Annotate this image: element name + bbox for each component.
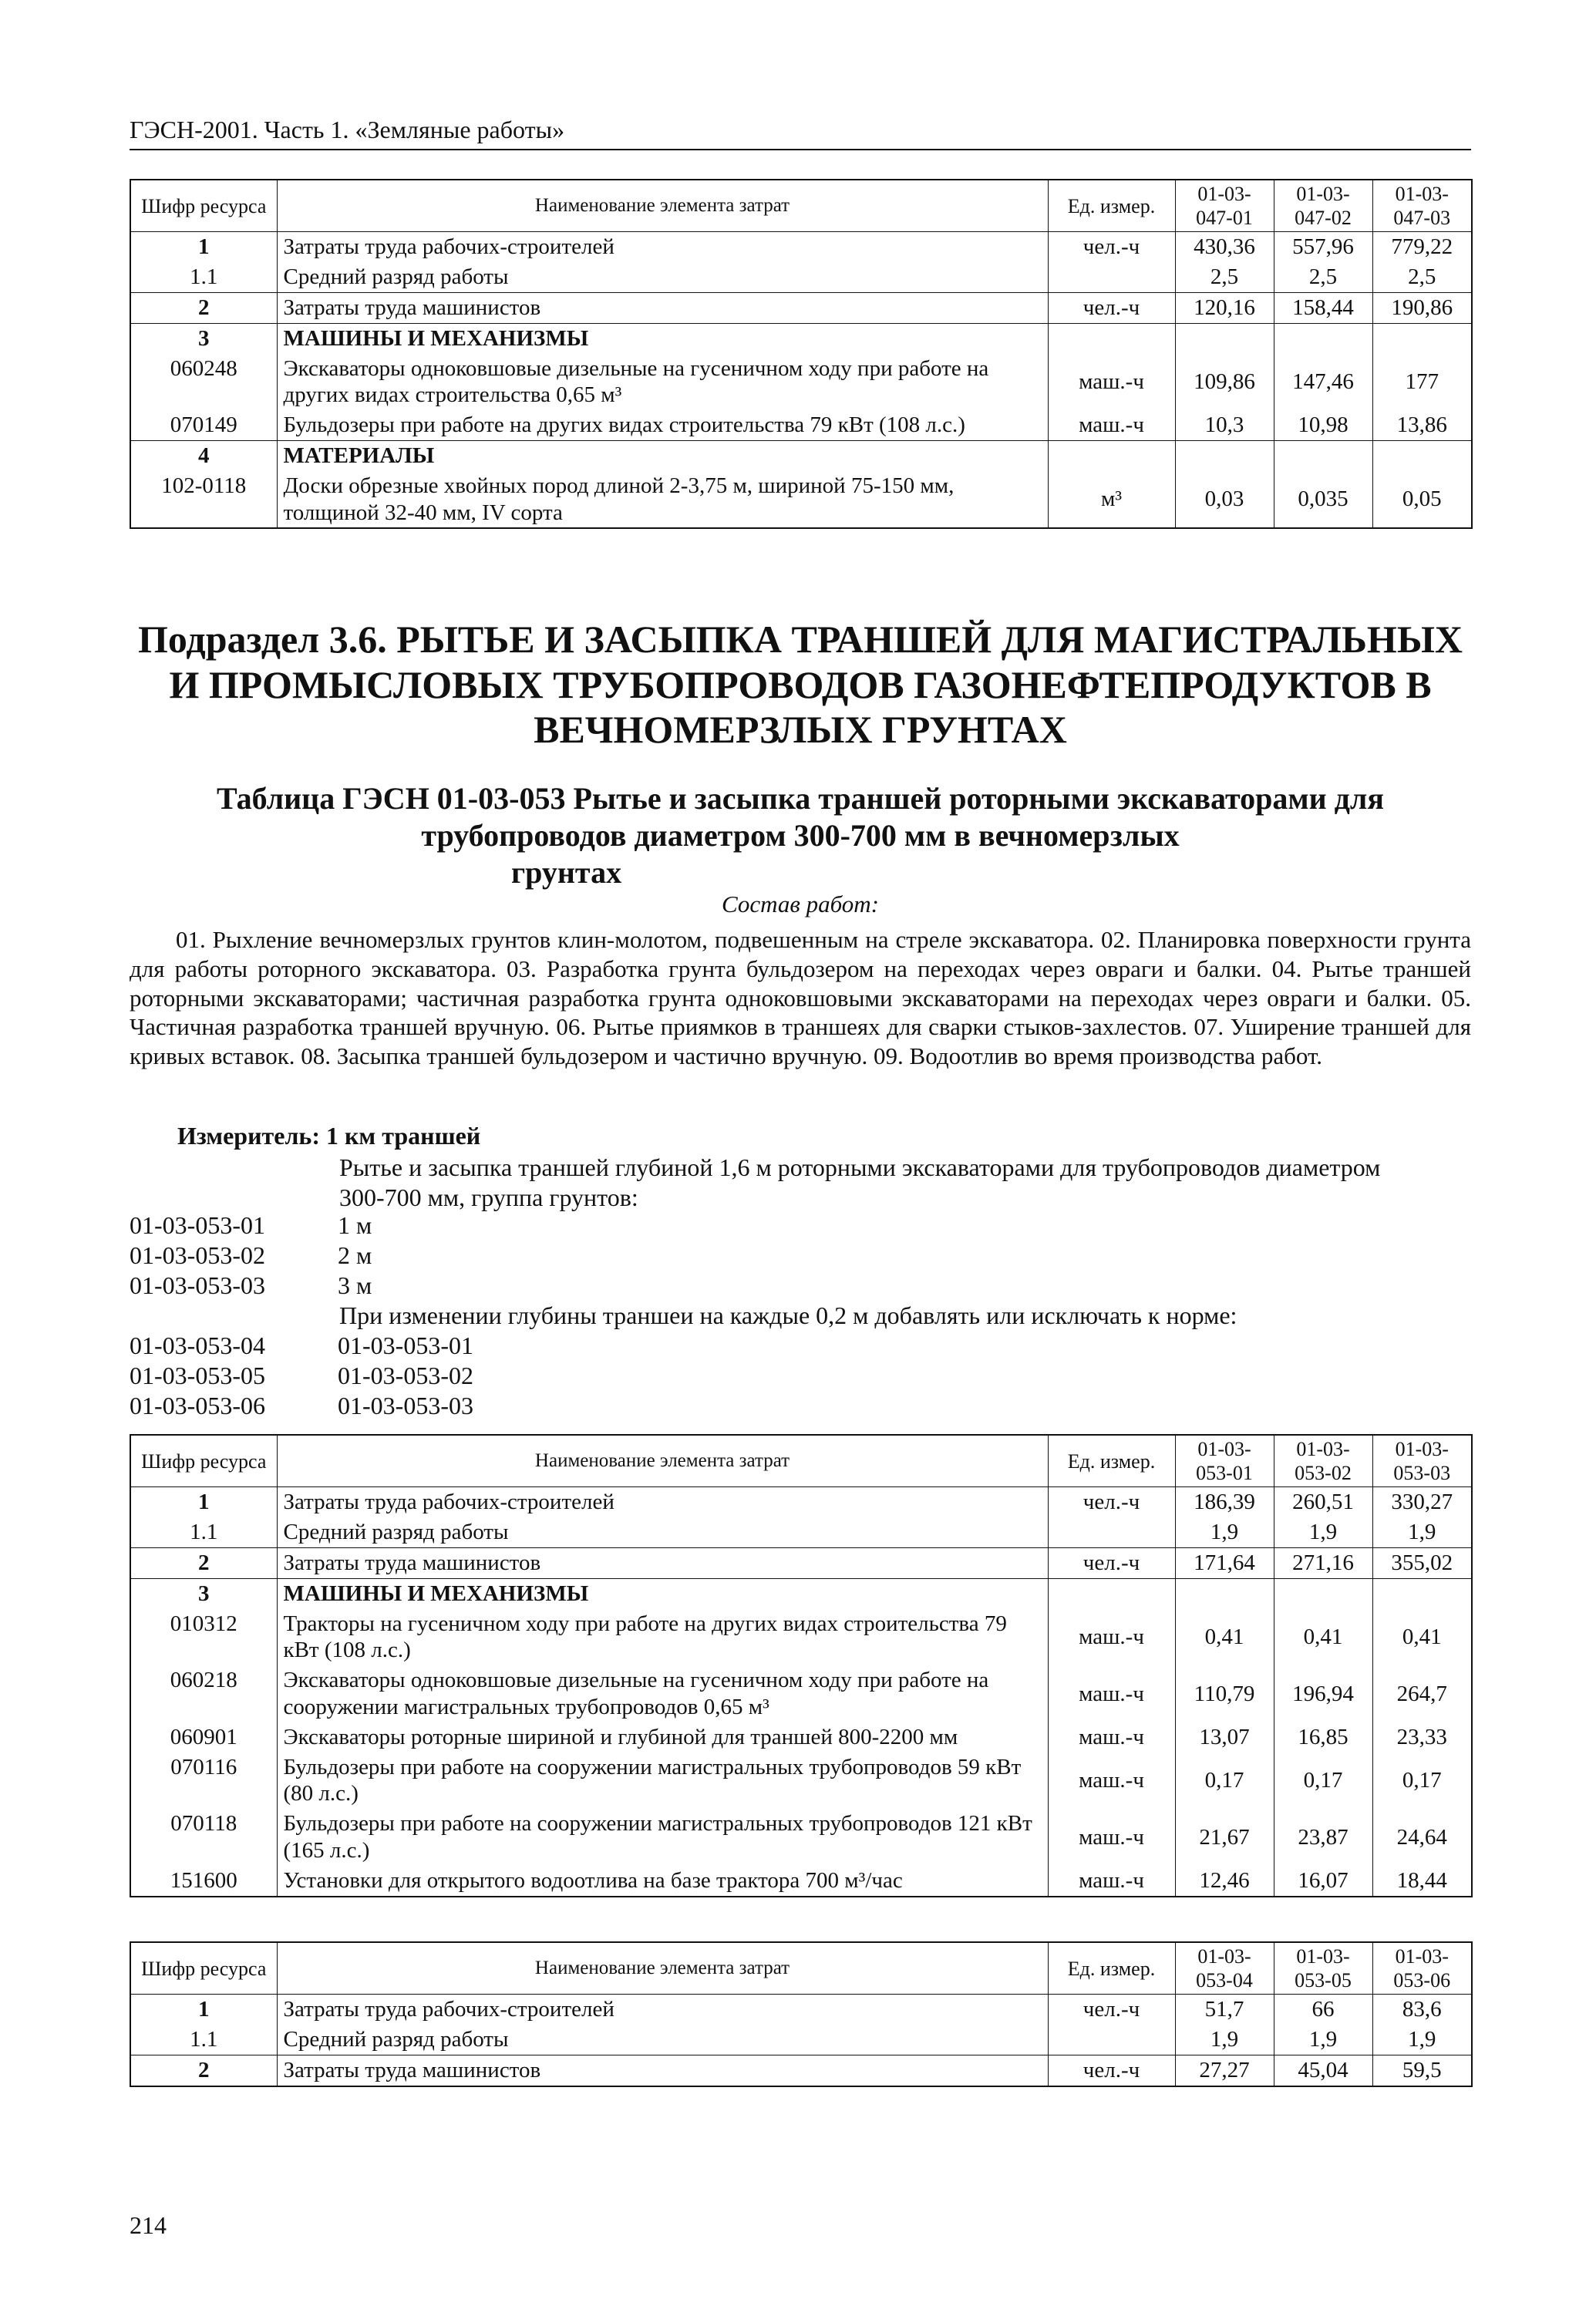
page-number: 214 (130, 2211, 167, 2239)
row-unit (1048, 323, 1175, 353)
header-norm-2: 01-03-053-02 (1274, 1435, 1372, 1487)
row-value (1175, 323, 1274, 353)
table-row (130, 1752, 1472, 1810)
row-value (1372, 440, 1472, 470)
table-row (130, 1547, 1472, 1578)
table-row (130, 292, 1472, 323)
row-value: 83,6 (1372, 1995, 1472, 2025)
row-unit: маш.-ч (1048, 410, 1175, 440)
row-unit: маш.-ч (1048, 1752, 1175, 1810)
row-code: 070116 (130, 1752, 277, 1810)
row-code: 151600 (130, 1866, 277, 1897)
header-norm-3: 01-03-053-06 (1372, 1942, 1472, 1995)
row-code: 1 (130, 1995, 277, 2025)
row-value: 13,07 (1175, 1722, 1274, 1752)
row-value: 10,98 (1274, 410, 1372, 440)
row-value: 0,17 (1274, 1752, 1372, 1810)
row-value: 0,03 (1175, 471, 1274, 529)
row-value: 171,64 (1175, 1547, 1274, 1578)
row-unit (1048, 1517, 1175, 1547)
norm-value: 1 м (338, 1211, 372, 1239)
norm-value: 01-03-053-01 (338, 1332, 473, 1359)
table-row (130, 323, 1472, 353)
norm-value: 3 м (338, 1271, 372, 1299)
row-name: Экскаваторы роторные шириной и глубиной для траншей 800-2200 мм (277, 1722, 1048, 1752)
row-unit: чел.-ч (1048, 292, 1175, 323)
row-value: 158,44 (1274, 292, 1372, 323)
row-name: Затраты труда машинистов (277, 2055, 1048, 2086)
row-code: 1.1 (130, 2025, 277, 2055)
row-value: 1,9 (1372, 2025, 1472, 2055)
row-value: 260,51 (1274, 1487, 1372, 1517)
row-code: 070118 (130, 1809, 277, 1866)
row-name: Средний разряд работы (277, 2025, 1048, 2055)
row-code: 070149 (130, 410, 277, 440)
header-norm-1: 01-03-053-01 (1175, 1435, 1274, 1487)
row-value: 21,67 (1175, 1809, 1274, 1866)
row-value (1175, 440, 1274, 470)
row-name: Установки для открытого водоотлива на базе трактора 700 м³/час (277, 1866, 1048, 1897)
norm-item (130, 1361, 473, 1391)
norm-code: 01-03-053-05 (130, 1362, 265, 1389)
row-value: 2,5 (1372, 262, 1472, 292)
row-unit: чел.-ч (1048, 1487, 1175, 1517)
row-code: 3 (130, 1578, 277, 1608)
row-code: 1 (130, 1487, 277, 1517)
row-value: 59,5 (1372, 2055, 1472, 2086)
row-code: 1.1 (130, 1517, 277, 1547)
measure-unit: Измеритель: 1 км траншей (177, 1122, 481, 1150)
row-unit: маш.-ч (1048, 1809, 1175, 1866)
row-value: 18,44 (1372, 1866, 1472, 1897)
table-row (130, 1609, 1472, 1666)
table-title-line: Таблица ГЭСН 01-03-053 Рытье и засыпка траншей роторными экскаваторами для (217, 781, 1384, 816)
header-code: Шифр ресурса (130, 1942, 277, 1995)
norm-code: 01-03-053-04 (130, 1332, 265, 1359)
row-value: 355,02 (1372, 1547, 1472, 1578)
table-row (130, 262, 1472, 292)
row-code: 060901 (130, 1722, 277, 1752)
norm-value: 01-03-053-02 (338, 1362, 473, 1389)
row-code: 060248 (130, 354, 277, 411)
row-unit: чел.-ч (1048, 1995, 1175, 2025)
header-unit: Ед. измер. (1048, 180, 1175, 232)
table-row (130, 1578, 1472, 1608)
table-row (130, 1487, 1472, 1517)
row-value: 264,7 (1372, 1665, 1472, 1722)
row-unit (1048, 2025, 1175, 2055)
row-value: 16,07 (1274, 1866, 1372, 1897)
row-value: 0,035 (1274, 471, 1372, 529)
table-row (130, 232, 1472, 262)
row-unit: чел.-ч (1048, 1547, 1175, 1578)
row-value: 2,5 (1274, 262, 1372, 292)
row-value: 24,64 (1372, 1809, 1472, 1866)
row-unit: маш.-ч (1048, 1866, 1175, 1897)
table-title (130, 780, 1471, 891)
row-value: 0,17 (1372, 1752, 1472, 1810)
row-unit: м³ (1048, 471, 1175, 529)
row-value (1175, 1578, 1274, 1608)
table-header-row (130, 1435, 1472, 1487)
norm-value: 2 м (338, 1241, 372, 1269)
row-value (1274, 323, 1372, 353)
work-composition-heading: Состав работ: (721, 891, 879, 917)
row-value: 45,04 (1274, 2055, 1372, 2086)
row-name: Затраты труда машинистов (277, 1547, 1048, 1578)
row-name: Средний разряд работы (277, 262, 1048, 292)
row-name: МАШИНЫ И МЕХАНИЗМЫ (277, 1578, 1048, 1608)
row-name: Средний разряд работы (277, 1517, 1048, 1547)
row-code: 1.1 (130, 262, 277, 292)
row-value: 1,9 (1274, 1517, 1372, 1547)
header-name: Наименование элемента затрат (277, 1435, 1048, 1487)
row-unit: маш.-ч (1048, 1665, 1175, 1722)
row-name: Доски обрезные хвойных пород длиной 2-3,75 м, шириной 75-150 мм, толщиной 32-40 мм, IV сорта (277, 471, 1048, 529)
header-norm-2: 01-03-053-05 (1274, 1942, 1372, 1995)
header-unit: Ед. измер. (1048, 1942, 1175, 1995)
row-value: 196,94 (1274, 1665, 1372, 1722)
header-norm-3: 01-03-053-03 (1372, 1435, 1472, 1487)
row-unit: маш.-ч (1048, 1722, 1175, 1752)
row-value: 12,46 (1175, 1866, 1274, 1897)
row-name: Затраты труда машинистов (277, 292, 1048, 323)
norm-description: Рытье и засыпка траншей глубиной 1,6 м роторными экскаваторами для трубопроводов диаметром 300-700 мм, группа грунтов: (339, 1153, 1381, 1212)
subsection-title: Подраздел 3.6. РЫТЬЕ И ЗАСЫПКА ТРАНШЕЙ ДЛЯ МАГИСТРАЛЬНЫХ И ПРОМЫСЛОВЫХ ТРУБОПРОВОДОВ ГАЗОНЕФТЕПРОДУКТОВ В ВЕЧНОМЕРЗЛЫХ ГРУНТАХ (137, 618, 1463, 751)
norm-description: При изменении глубины траншеи на каждые 0,2 м добавлять или исключать к норме: (339, 1301, 1237, 1329)
resource-table-053-a (130, 1434, 1473, 1897)
row-name: Экскаваторы одноковшовые дизельные на гусеничном ходу при работе на сооружении магистральных трубопроводов 0,65 м³ (277, 1665, 1048, 1722)
table-row (130, 1722, 1472, 1752)
row-name: МАШИНЫ И МЕХАНИЗМЫ (277, 323, 1048, 353)
norm-code: 01-03-053-06 (130, 1392, 265, 1419)
norm-item (130, 1331, 473, 1361)
row-unit (1048, 262, 1175, 292)
row-value: 779,22 (1372, 232, 1472, 262)
row-name: Затраты труда рабочих-строителей (277, 232, 1048, 262)
row-name: МАТЕРИАЛЫ (277, 440, 1048, 470)
norm-code: 01-03-053-02 (130, 1241, 265, 1269)
row-code: 010312 (130, 1609, 277, 1666)
norm-value: 01-03-053-03 (338, 1392, 473, 1419)
row-unit (1048, 440, 1175, 470)
row-code: 2 (130, 292, 277, 323)
running-header: ГЭСН-2001. Часть 1. «Земляные работы» (130, 116, 1471, 150)
row-value: 0,05 (1372, 471, 1472, 529)
row-name: Затраты труда рабочих-строителей (277, 1487, 1048, 1517)
row-value: 1,9 (1175, 2025, 1274, 2055)
table-row (130, 2055, 1472, 2086)
row-name: Бульдозеры при работе на сооружении магистральных трубопроводов 59 кВт (80 л.с.) (277, 1752, 1048, 1810)
table-row (130, 354, 1472, 411)
table-row (130, 410, 1472, 440)
row-unit: чел.-ч (1048, 232, 1175, 262)
row-code: 3 (130, 323, 277, 353)
row-value: 51,7 (1175, 1995, 1274, 2025)
header-code: Шифр ресурса (130, 180, 277, 232)
header-norm-2: 01-03-047-02 (1274, 180, 1372, 232)
row-name: Бульдозеры при работе на других видах строительства 79 кВт (108 л.с.) (277, 410, 1048, 440)
resource-table-047 (130, 179, 1473, 529)
row-value: 0,41 (1175, 1609, 1274, 1666)
table-header-row (130, 180, 1472, 232)
row-code: 2 (130, 2055, 277, 2086)
table-header-row (130, 1942, 1472, 1995)
row-value: 66 (1274, 1995, 1372, 2025)
row-name: Тракторы на гусеничном ходу при работе на других видах строительства 79 кВт (108 л.с.) (277, 1609, 1048, 1666)
row-value: 430,36 (1175, 232, 1274, 262)
row-value: 10,3 (1175, 410, 1274, 440)
row-value: 1,9 (1372, 1517, 1472, 1547)
row-value: 27,27 (1175, 2055, 1274, 2086)
table-row (130, 1665, 1472, 1722)
row-value: 177 (1372, 354, 1472, 411)
row-value: 2,5 (1175, 262, 1274, 292)
row-value (1274, 440, 1372, 470)
table-row (130, 1809, 1472, 1866)
row-value: 23,87 (1274, 1809, 1372, 1866)
row-value: 271,16 (1274, 1547, 1372, 1578)
table-row (130, 2025, 1472, 2055)
row-value: 0,41 (1372, 1609, 1472, 1666)
row-value: 190,86 (1372, 292, 1472, 323)
row-code: 1 (130, 232, 277, 262)
row-value: 16,85 (1274, 1722, 1372, 1752)
table-row (130, 1517, 1472, 1547)
row-value: 110,79 (1175, 1665, 1274, 1722)
norm-code: 01-03-053-01 (130, 1211, 265, 1239)
norm-item (130, 1241, 372, 1271)
row-value: 0,17 (1175, 1752, 1274, 1810)
row-code: 102-0118 (130, 471, 277, 529)
row-code: 2 (130, 1547, 277, 1578)
table-title-line: грунтах (511, 855, 622, 890)
row-value (1372, 1578, 1472, 1608)
row-value: 23,33 (1372, 1722, 1472, 1752)
row-value: 1,9 (1274, 2025, 1372, 2055)
row-unit: маш.-ч (1048, 1609, 1175, 1666)
row-code: 4 (130, 440, 277, 470)
work-composition-text: 01. Рыхление вечномерзлых грунтов клин-молотом, подвешенным на стреле экскаватора. 02. Планировка поверхности грунта для работы роторного экскаватора. 03. Разработка грунта бульдозером на переходах через овраги и балки. 04. Рытье траншей роторными экскаваторами; частичная разработка грунта одноковшовыми экскаваторами на переходах через овраги и балки. 05. Частичная разработка траншей вручную. 06. Рытье приямков в траншеях для сварки стыков-захлестов. 07. Уширение траншей для кривых вставок. 08. Засыпка траншей бульдозером и частично вручную. 09. Водоотлив во время производства работ. (130, 926, 1471, 1070)
row-value (1372, 323, 1472, 353)
table-row (130, 1866, 1472, 1897)
norm-item (130, 1210, 372, 1241)
row-name: Экскаваторы одноковшовые дизельные на гусеничном ходу при работе на других видах строительства 0,65 м³ (277, 354, 1048, 411)
norm-item (130, 1391, 473, 1421)
header-norm-3: 01-03-047-03 (1372, 180, 1472, 232)
row-value: 109,86 (1175, 354, 1274, 411)
header-name: Наименование элемента затрат (277, 1942, 1048, 1995)
header-name: Наименование элемента затрат (277, 180, 1048, 232)
table-row (130, 440, 1472, 470)
row-value: 330,27 (1372, 1487, 1472, 1517)
row-unit (1048, 1578, 1175, 1608)
row-value (1274, 1578, 1372, 1608)
row-value: 120,16 (1175, 292, 1274, 323)
row-value: 147,46 (1274, 354, 1372, 411)
row-value: 13,86 (1372, 410, 1472, 440)
header-norm-1: 01-03-053-04 (1175, 1942, 1274, 1995)
table-row (130, 1995, 1472, 2025)
header-code: Шифр ресурса (130, 1435, 277, 1487)
row-value: 0,41 (1274, 1609, 1372, 1666)
row-unit: чел.-ч (1048, 2055, 1175, 2086)
resource-table-053-b (130, 1941, 1473, 2087)
row-name: Затраты труда рабочих-строителей (277, 1995, 1048, 2025)
row-unit: маш.-ч (1048, 354, 1175, 411)
header-norm-1: 01-03-047-01 (1175, 180, 1274, 232)
norm-code: 01-03-053-03 (130, 1271, 265, 1299)
row-value: 186,39 (1175, 1487, 1274, 1517)
header-unit: Ед. измер. (1048, 1435, 1175, 1487)
norm-item (130, 1271, 372, 1301)
row-value: 557,96 (1274, 232, 1372, 262)
table-row (130, 471, 1472, 529)
row-name: Бульдозеры при работе на сооружении магистральных трубопроводов 121 кВт (165 л.с.) (277, 1809, 1048, 1866)
row-code: 060218 (130, 1665, 277, 1722)
row-value: 1,9 (1175, 1517, 1274, 1547)
table-title-line: трубопроводов диаметром 300-700 мм в вечномерзлых (421, 818, 1180, 853)
